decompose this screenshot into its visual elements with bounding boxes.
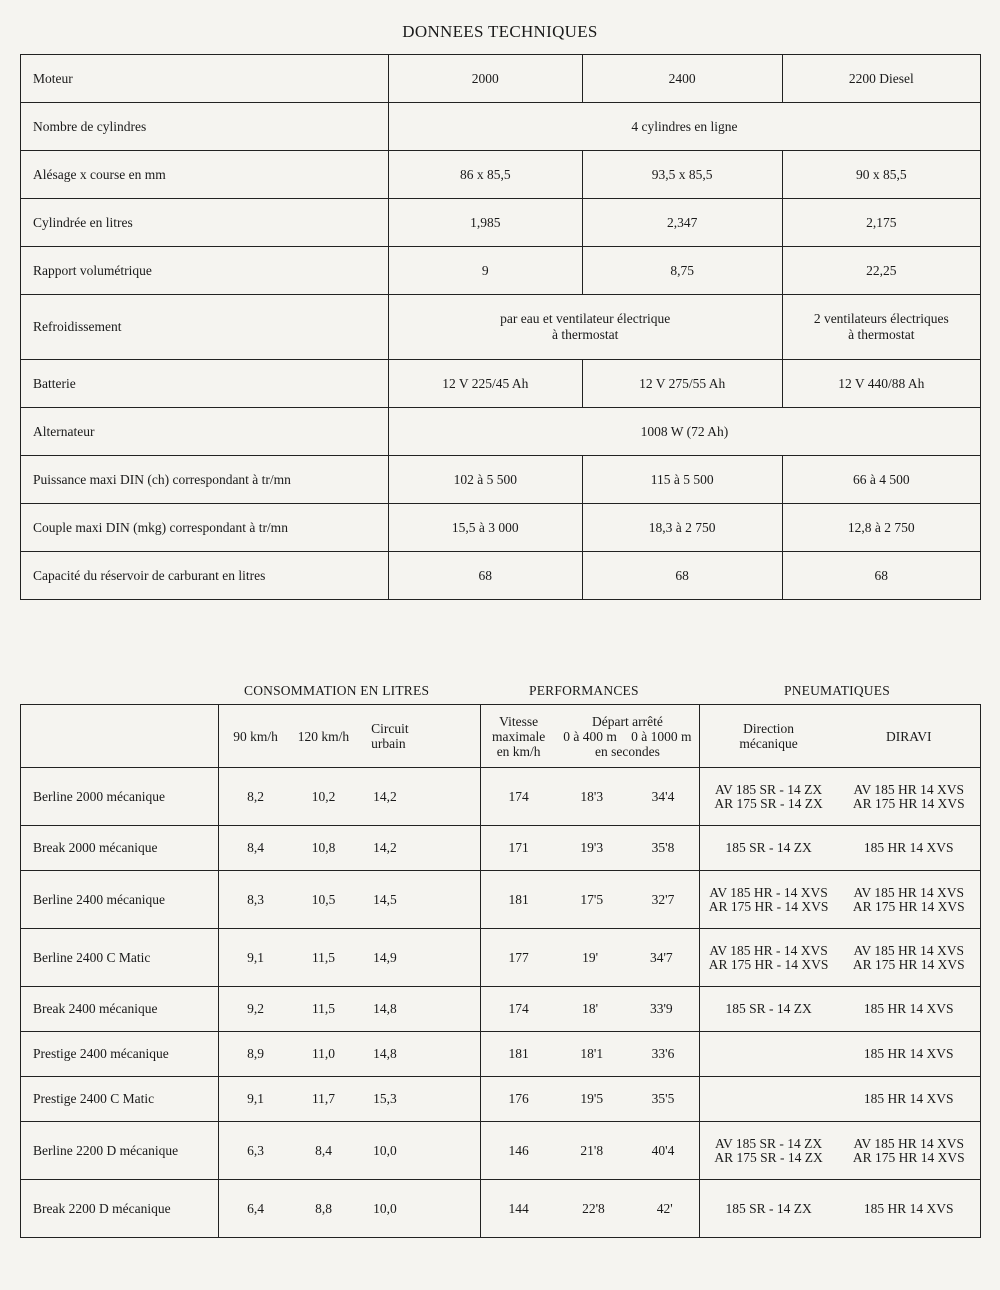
- row-label: Refroidissement: [21, 295, 389, 360]
- consumption-urban: 15,3: [355, 1077, 480, 1122]
- header-90: 90 km/h: [219, 705, 292, 768]
- table-cell: 1,985: [388, 199, 582, 247]
- standing-start-values: [556, 1091, 699, 1107]
- tyre-direction: [699, 1122, 837, 1180]
- consumption-120: 10,8: [292, 826, 355, 871]
- section-heading-performances: PERFORMANCES: [529, 683, 639, 698]
- tyre-direction: [699, 871, 837, 929]
- table-cell: [782, 295, 980, 360]
- tyre-line: AV 185 SR - 14 ZX: [714, 1135, 823, 1151]
- table-cell: 68: [582, 552, 782, 600]
- consumption-120: 11,5: [292, 929, 355, 987]
- model-name: Break 2000 mécanique: [21, 826, 219, 871]
- tyre-line: 185 HR 14 XVS: [863, 1200, 954, 1216]
- header-circuit: [355, 705, 480, 768]
- model-name: Berline 2200 D mécanique: [21, 1122, 219, 1180]
- header-line: [556, 729, 699, 744]
- standing-start-values: [556, 1046, 699, 1062]
- max-speed: 181: [481, 871, 557, 929]
- table-row: [21, 1077, 981, 1122]
- table-cell: 68: [782, 552, 980, 600]
- row-label: Alternateur: [21, 408, 389, 456]
- standing-start-values: [556, 840, 699, 856]
- table-row: [21, 929, 981, 987]
- row-label: Cylindrée en litres: [21, 199, 389, 247]
- tyre-line: AV 185 HR 14 XVS: [853, 884, 964, 900]
- page-title: DONNEES TECHNIQUES: [402, 22, 598, 41]
- tyre-line: 185 HR 14 XVS: [863, 840, 954, 855]
- standing-start: [556, 1122, 699, 1180]
- tyre-diravi: [837, 1032, 980, 1077]
- time-400m: 19'3: [580, 840, 604, 855]
- table-cell: 12 V 225/45 Ah: [388, 360, 582, 408]
- time-400m: 19': [582, 949, 599, 965]
- row-label: Rapport volumétrique: [21, 247, 389, 295]
- consumption-urban: 14,8: [355, 987, 480, 1032]
- table-cell: 66 à 4 500: [782, 456, 980, 504]
- header-vmax: [481, 705, 557, 768]
- tyre-direction: [699, 929, 837, 987]
- time-1000m: 40'4: [651, 1142, 675, 1158]
- consumption-90: 8,3: [219, 871, 292, 929]
- consumption-120: 10,2: [292, 768, 355, 826]
- column-header-diesel: 2200 Diesel: [782, 55, 980, 103]
- max-speed: 146: [481, 1122, 557, 1180]
- consumption-urban: 14,2: [355, 768, 480, 826]
- model-name: Prestige 2400 mécanique: [21, 1032, 219, 1077]
- row-label: Puissance maxi DIN (ch) correspondant à tr/mn: [21, 456, 389, 504]
- standing-start-values: [556, 1201, 699, 1217]
- time-400m: 21'8: [580, 1142, 604, 1158]
- table-cell: 90 x 85,5: [782, 151, 980, 199]
- tyre-diravi: [837, 1180, 980, 1238]
- standing-start-values: [556, 1143, 699, 1159]
- row-label: Couple maxi DIN (mkg) correspondant à tr/mn: [21, 504, 389, 552]
- standing-start-values: [556, 789, 699, 805]
- tyre-direction: [699, 1032, 837, 1077]
- header-120: 120 km/h: [292, 705, 355, 768]
- tyre-direction: [699, 768, 837, 826]
- time-400m: 17'5: [580, 891, 604, 907]
- standing-start: [556, 871, 699, 929]
- max-speed: 174: [481, 768, 557, 826]
- time-400m: 18'3: [580, 788, 604, 804]
- consumption-120: 11,5: [292, 987, 355, 1032]
- consumption-90: 9,2: [219, 987, 292, 1032]
- table-row: [21, 552, 981, 600]
- table-cell: 4 cylindres en ligne: [388, 103, 980, 151]
- header-line: en secondes: [594, 743, 660, 759]
- table-row: [21, 1180, 981, 1238]
- consumption-90: 9,1: [219, 929, 292, 987]
- time-400m: 19'5: [580, 1091, 604, 1106]
- section-heading-pneumatiques: PNEUMATIQUES: [784, 683, 890, 698]
- header-line: mécanique: [739, 736, 798, 751]
- consumption-urban: 14,5: [355, 871, 480, 929]
- row-label: Alésage x course en mm: [21, 151, 389, 199]
- header-line: Direction: [743, 721, 795, 736]
- time-1000m: 34'4: [651, 788, 675, 804]
- table-row: [21, 768, 981, 826]
- table-cell: 18,3 à 2 750: [582, 504, 782, 552]
- time-1000m: 35'5: [651, 1091, 675, 1106]
- row-label: Capacité du réservoir de carburant en litres: [21, 552, 389, 600]
- time-400m: 18'1: [580, 1046, 604, 1061]
- consumption-120: 10,5: [292, 871, 355, 929]
- tyre-line: 185 HR 14 XVS: [863, 1046, 954, 1061]
- tyre-line: AV 185 HR 14 XVS: [853, 942, 964, 958]
- header-line: Départ arrêté: [591, 713, 663, 729]
- header-diravi: DIRAVI: [837, 705, 980, 768]
- tyre-line: AR 175 HR 14 XVS: [852, 795, 965, 811]
- consumption-90: 8,2: [219, 768, 292, 826]
- time-1000m: 33'9: [649, 1001, 673, 1016]
- cell-line: à thermostat: [552, 327, 619, 342]
- tyre-diravi: [837, 871, 980, 929]
- table-row: [21, 360, 981, 408]
- time-400m: 18': [582, 1001, 599, 1016]
- consumption-urban: 14,2: [355, 826, 480, 871]
- standing-start-values: [556, 1001, 699, 1017]
- row-label: Moteur: [21, 55, 389, 103]
- tyre-line: AR 175 HR - 14 XVS: [708, 956, 829, 972]
- consumption-urban: 10,0: [355, 1180, 480, 1238]
- tyre-direction: [699, 1077, 837, 1122]
- tyre-diravi: [837, 1077, 980, 1122]
- model-name: Prestige 2400 C Matic: [21, 1077, 219, 1122]
- max-speed: 144: [481, 1180, 557, 1238]
- standing-start-values: [556, 892, 699, 908]
- tyre-line: AV 185 HR 14 XVS: [853, 781, 964, 797]
- cell-line: 2 ventilateurs électriques: [813, 311, 949, 326]
- table-cell: 15,5 à 3 000: [388, 504, 582, 552]
- table-cell: 2,347: [582, 199, 782, 247]
- table-cell: 102 à 5 500: [388, 456, 582, 504]
- tyre-diravi: [837, 987, 980, 1032]
- tyre-line: AR 175 SR - 14 ZX: [714, 1149, 823, 1165]
- header-line: urbain: [371, 736, 406, 751]
- consumption-90: 6,3: [219, 1122, 292, 1180]
- consumption-urban: 10,0: [355, 1122, 480, 1180]
- model-name: Break 2200 D mécanique: [21, 1180, 219, 1238]
- column-header-2400: 2400: [582, 55, 782, 103]
- header-line: maximale: [492, 728, 546, 744]
- row-label: Batterie: [21, 360, 389, 408]
- standing-start: [556, 1032, 699, 1077]
- max-speed: 177: [481, 929, 557, 987]
- tyre-line: 185 HR 14 XVS: [863, 1091, 954, 1106]
- table-row: [21, 826, 981, 871]
- standing-start: [556, 826, 699, 871]
- table-row: [21, 871, 981, 929]
- consumption-90: 8,9: [219, 1032, 292, 1077]
- tyre-line: AV 185 HR 14 XVS: [853, 1135, 964, 1151]
- header-direction: [699, 705, 837, 768]
- table-row: [21, 55, 981, 103]
- header-400m: 0 à 400 m: [563, 728, 617, 744]
- table-cell: 22,25: [782, 247, 980, 295]
- table-cell: 12 V 275/55 Ah: [582, 360, 782, 408]
- table-row: [21, 504, 981, 552]
- tyre-direction: [699, 987, 837, 1032]
- consumption-urban: 14,8: [355, 1032, 480, 1077]
- header-depart: [556, 705, 699, 768]
- consumption-120: 8,8: [292, 1180, 355, 1238]
- section-heading-consommation: CONSOMMATION EN LITRES: [244, 683, 430, 698]
- table-cell: 1008 W (72 Ah): [388, 408, 980, 456]
- cell-line: par eau et ventilateur électrique: [500, 311, 671, 326]
- header-line: en km/h: [496, 743, 541, 759]
- max-speed: 171: [481, 826, 557, 871]
- header-1000m: 0 à 1000 m: [631, 728, 692, 744]
- table-cell: 115 à 5 500: [582, 456, 782, 504]
- tyre-diravi: [837, 1122, 980, 1180]
- table-row: [21, 199, 981, 247]
- table-row: [21, 1122, 981, 1180]
- table-row: [21, 247, 981, 295]
- standing-start: [556, 1077, 699, 1122]
- time-1000m: 42': [656, 1200, 673, 1216]
- standing-start: [556, 987, 699, 1032]
- tyre-line: AR 175 HR - 14 XVS: [708, 898, 829, 914]
- time-1000m: 34'7: [649, 949, 673, 965]
- tyre-direction: [699, 1180, 837, 1238]
- standing-start: [556, 768, 699, 826]
- time-1000m: 35'8: [651, 840, 675, 855]
- column-header-2000: 2000: [388, 55, 582, 103]
- table-row: [21, 456, 981, 504]
- table-cell: 8,75: [582, 247, 782, 295]
- max-speed: 181: [481, 1032, 557, 1077]
- tyre-diravi: [837, 929, 980, 987]
- model-header: [21, 705, 219, 768]
- table-header-row: [21, 705, 981, 768]
- consumption-90: 8,4: [219, 826, 292, 871]
- time-400m: 22'8: [582, 1200, 605, 1216]
- table-cell: 2,175: [782, 199, 980, 247]
- table-row: [21, 408, 981, 456]
- table-row: [21, 295, 981, 360]
- performance-table: [20, 704, 981, 1238]
- tyre-line: AR 175 SR - 14 ZX: [714, 795, 823, 811]
- tyre-line: AV 185 SR - 14 ZX: [714, 781, 823, 797]
- table-cell: [388, 295, 782, 360]
- tyre-line: 185 SR - 14 ZX: [725, 1001, 812, 1016]
- consumption-urban: 14,9: [355, 929, 480, 987]
- tyre-line: AR 175 HR 14 XVS: [852, 898, 965, 914]
- model-name: Berline 2400 mécanique: [21, 871, 219, 929]
- row-label: Nombre de cylindres: [21, 103, 389, 151]
- table-cell: 68: [388, 552, 582, 600]
- header-line: Circuit: [371, 721, 409, 736]
- tyre-line: AR 175 HR 14 XVS: [852, 956, 965, 972]
- tyre-line: 185 SR - 14 ZX: [725, 840, 812, 855]
- standing-start: [556, 929, 699, 987]
- model-name: Break 2400 mécanique: [21, 987, 219, 1032]
- standing-start: [556, 1180, 699, 1238]
- tyre-line: 185 HR 14 XVS: [863, 1001, 954, 1016]
- time-1000m: 32'7: [651, 891, 675, 907]
- table-row: [21, 151, 981, 199]
- tyre-line: AR 175 HR 14 XVS: [852, 1149, 965, 1165]
- model-name: Berline 2000 mécanique: [21, 768, 219, 826]
- consumption-120: 11,7: [292, 1077, 355, 1122]
- header-line: Vitesse: [499, 713, 539, 729]
- consumption-90: 6,4: [219, 1180, 292, 1238]
- cell-line: à thermostat: [848, 327, 915, 342]
- time-1000m: 33'6: [651, 1046, 675, 1061]
- table-cell: 12,8 à 2 750: [782, 504, 980, 552]
- tyre-line: AV 185 HR - 14 XVS: [709, 942, 828, 958]
- model-name: Berline 2400 C Matic: [21, 929, 219, 987]
- tyre-line: AV 185 HR - 14 XVS: [709, 884, 828, 900]
- table-cell: 12 V 440/88 Ah: [782, 360, 980, 408]
- table-cell: 86 x 85,5: [388, 151, 582, 199]
- standing-start-values: [556, 950, 699, 966]
- table-cell: 93,5 x 85,5: [582, 151, 782, 199]
- max-speed: 176: [481, 1077, 557, 1122]
- technical-data-table: [20, 54, 981, 600]
- max-speed: 174: [481, 987, 557, 1032]
- consumption-120: 8,4: [292, 1122, 355, 1180]
- consumption-90: 9,1: [219, 1077, 292, 1122]
- consumption-120: 11,0: [292, 1032, 355, 1077]
- tyre-direction: [699, 826, 837, 871]
- table-row: [21, 103, 981, 151]
- table-row: [21, 1032, 981, 1077]
- tyre-diravi: [837, 826, 980, 871]
- table-row: [21, 987, 981, 1032]
- table-cell: 9: [388, 247, 582, 295]
- tyre-diravi: [837, 768, 980, 826]
- tyre-line: 185 SR - 14 ZX: [725, 1200, 812, 1216]
